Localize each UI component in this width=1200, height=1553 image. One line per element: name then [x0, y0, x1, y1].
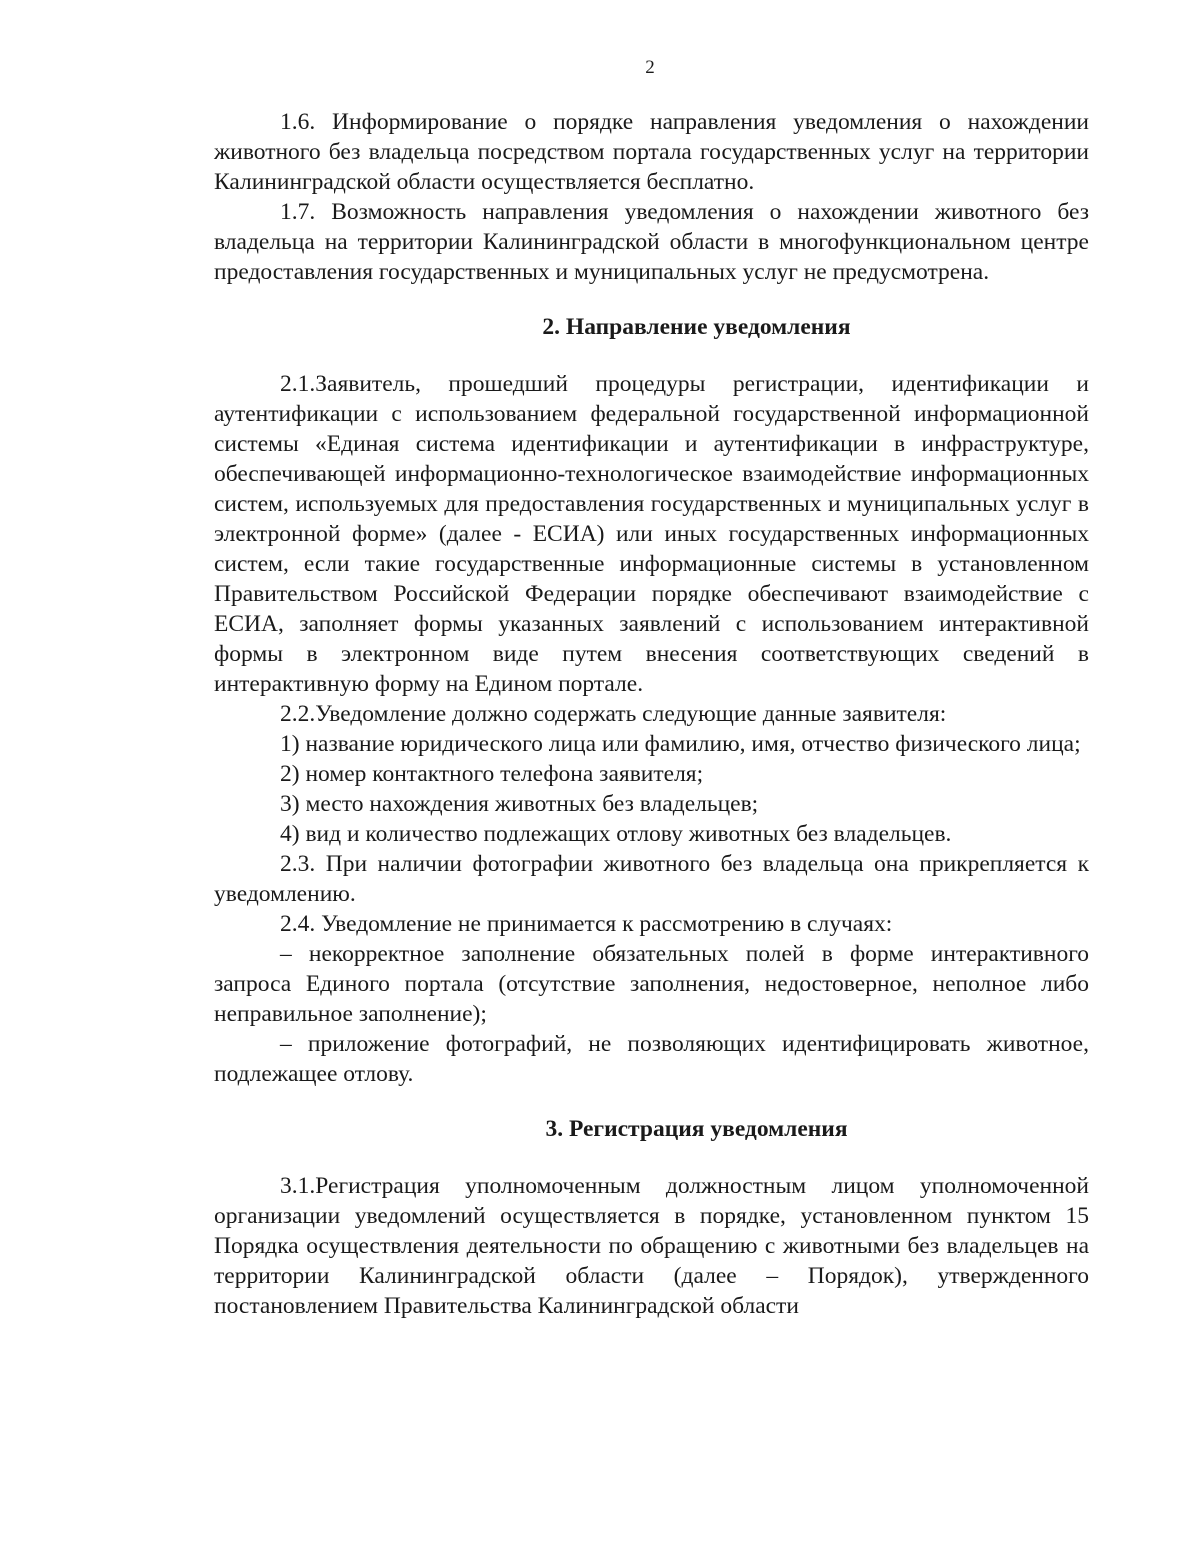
- paragraph-2-3: 2.3. При наличии фотографии животного без владельца она прикрепляется к уведомлению.: [214, 851, 1089, 907]
- paragraph-1-7: 1.7. Возможность направления уведомления о нахождении животного без владельца на территории Калининградской области в многофункциональном центре предоставления государственных и муниципальных услуг не предусмотрена.: [214, 199, 1089, 285]
- list-item-4: 4) вид и количество подлежащих отлову животных без владельцев.: [280, 821, 952, 847]
- document-body: [214, 107, 1089, 1321]
- rejection-case-2: – приложение фотографий, не позволяющих идентифицировать животное, подлежащее отлову.: [214, 1031, 1089, 1087]
- paragraph-1-6: 1.6. Информирование о порядке направления уведомления о нахождении животного без владельца посредством портала государственных услуг на территории Калининградской области осуществляется бесплатно.: [214, 109, 1089, 195]
- page-number: 2: [645, 57, 655, 78]
- list-item-3: 3) место нахождения животных без владельцев;: [280, 791, 759, 817]
- section-2-heading: 2. Направление уведомления: [542, 314, 851, 340]
- paragraph-3-1: 3.1.Регистрация уполномоченным должностным лицом уполномоченной организации уведомлений осуществляется в порядке, установленном пунктом 15 Порядка осуществления деятельности по обращению с животными без владельцев на территории Калининградской области (далее – Порядок), утвержденного постановлением Правительства Калининградской области: [214, 1173, 1089, 1319]
- rejection-case-1: – некорректное заполнение обязательных полей в форме интерактивного запроса Единого портала (отсутствие заполнения, недостоверное, неполное либо неправильное заполнение);: [214, 941, 1089, 1027]
- paragraph-2-1: 2.1.Заявитель, прошедший процедуры регистрации, идентификации и аутентификации с использованием федеральной государственной информационной системы «Единая система идентификации и аутентификации в инфраструктуре, обеспечивающей информационно-технологическое взаимодействие информационных систем, используемых для предоставления государственных и муниципальных услуг в электронной форме» (далее - ЕСИА) или иных государственных информационных систем, если такие государственные информационные системы в установленном Правительством Российской Федерации порядке обеспечивают взаимодействие с ЕСИА, заполняет формы указанных заявлений с использованием интерактивной формы в электронном виде путем внесения соответствующих сведений в интерактивную форму на Едином портале.: [214, 371, 1089, 697]
- list-item-1: 1) название юридического лица или фамилию, имя, отчество физического лица;: [280, 731, 1081, 757]
- section-3-heading: 3. Регистрация уведомления: [545, 1116, 848, 1142]
- list-item-2: 2) номер контактного телефона заявителя;: [280, 761, 704, 787]
- paragraph-2-2: 2.2.Уведомление должно содержать следующие данные заявителя:: [280, 701, 947, 727]
- paragraph-2-4: 2.4. Уведомление не принимается к рассмотрению в случаях:: [280, 911, 893, 937]
